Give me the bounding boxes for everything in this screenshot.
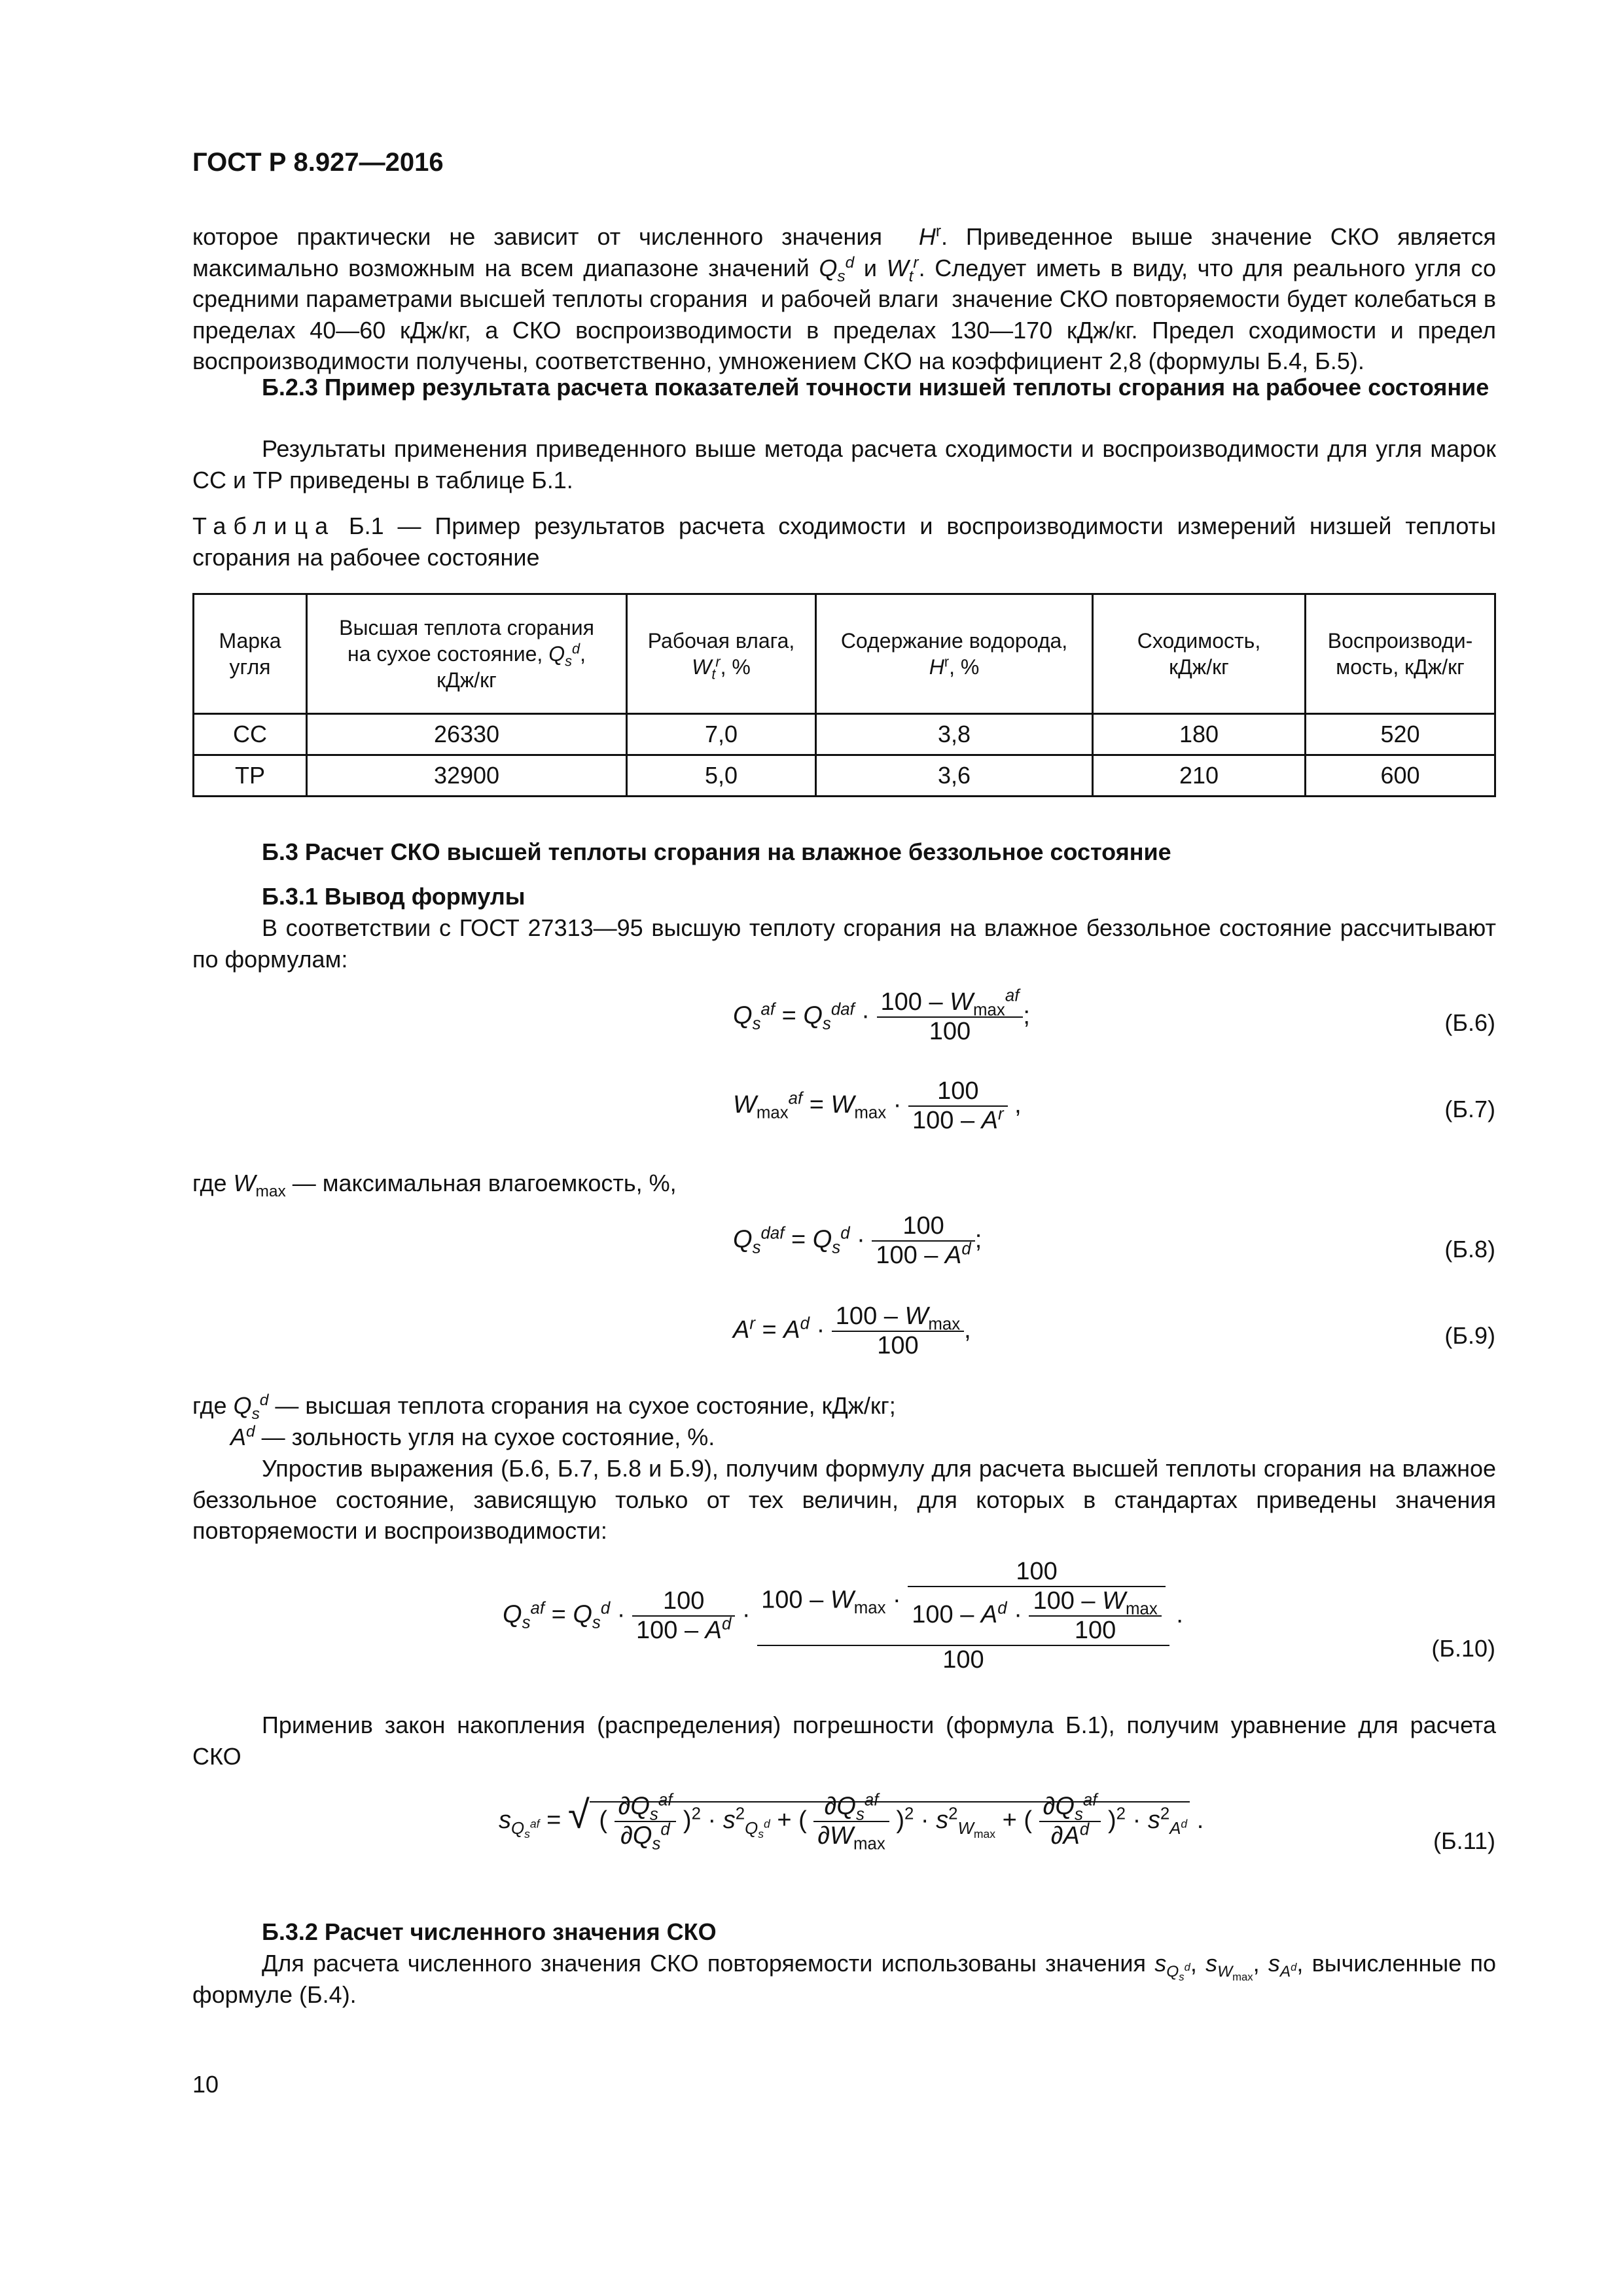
table-header-cell: Марка угля	[194, 594, 307, 714]
paragraph-results: Результаты применения приведенного выше метода расчета сходимости и воспроизводимости для угля марок СС и ТР приведены в таблице Б.1.	[192, 435, 1496, 493]
paragraph-simplify: Упростив выражения (Б.6, Б.7, Б.8 и Б.9), получим формулу для расчета высшей теплоты сгорания на влажное беззольное состояние, зависящую только от тех величин, для которых в стандартах приведены значения повторяемости и воспроизводимости:	[192, 1455, 1496, 1544]
equation-b11: $s_{Q_s^{af}}$ = √ ( $\frac{\partial Q_s^{af}}{\partial Q_s^d}$ )$^2 \cdot s^2_{Q_s^d}$ + ( $\frac{\partial Q_s^{af}}{\partial W_{max}}$ )$^2 \cdot s^2_{W_{max}}$ + ( $\frac{\partial Q_s^{af}}{\partial A^d}$ )$^2 \cdot s^2_{A^d}$ .	[499, 1791, 1204, 1854]
equation-number: (Б.11)	[1433, 1827, 1495, 1854]
table-header-row	[194, 594, 1495, 714]
equation-number: (Б.9)	[1444, 1322, 1495, 1349]
equation-b10: $Q_s^{af} = Q_s^d$ · $\frac{100}{100 - A^d}$ · $100 - W_{max}$ · 100 $100 - A^d$ · $\frac{100 - W_{max}}{100}$ 100 .	[503, 1558, 1183, 1674]
table-header-cell: Содержание водорода, $H^r$, %	[816, 594, 1093, 714]
paragraph-error-law: Применив закон накопления (распределения) погрешности (формула Б.1), получим уравнение для расчета СКО	[192, 1712, 1496, 1770]
table-caption-text: Б.1 — Пример результатов расчета сходимости и воспроизводимости измерений низшей теплоты сгорания на рабочее состояние	[192, 512, 1496, 571]
equation-number: (Б.10)	[1431, 1635, 1495, 1662]
equation-b8: $Q_s^{daf} = Q_s^d$ · $\frac{100}{100 - A^d}$ ;	[733, 1212, 982, 1269]
equation-b7: $W_{max}^{af} = W_{max}$ · $\frac{100}{100 - A^r}$ ,	[733, 1077, 1022, 1134]
paragraph-intro: которое практически не зависит от численного значения $H^r$. Приведенное выше значение СКО является максимально возможным на всем диапазоне значений $Q_s^d$ и $W_t^r$. Следует иметь в виду, что для реального угля со средними параметрами высшей теплоты сгорания и рабочей влаги значение СКО повторяемости будет колебаться в пределах 40—60 кДж/кг, а СКО воспроизводимости в пределах 130—170 кДж/кг. Предел сходимости и предел воспроизводимости получены, соответственно, умножением СКО на коэффициент 2,8 (формулы Б.4, Б.5).	[192, 223, 1496, 374]
equation-number: (Б.6)	[1444, 1009, 1495, 1036]
section-heading-b32: Б.3.2 Расчет численного значения СКО	[262, 1918, 717, 1945]
table-cell: 3,8	[816, 714, 1093, 755]
table-cell: 180	[1093, 714, 1306, 755]
table-header-cell: Рабочая влага, $W_t^r$, %	[627, 594, 816, 714]
table-cell: ТР	[194, 755, 307, 797]
table-cell: 26330	[307, 714, 627, 755]
paragraph-gost: В соответствии с ГОСТ 27313—95 высшую теплоту сгорания на влажное беззольное состояние рассчитывают по формулам:	[192, 914, 1496, 973]
where-wmax: где $W_{max}$ — максимальная влагоемкость, %,	[192, 1170, 677, 1201]
document-header: ГОСТ Р 8.927—2016	[192, 148, 444, 177]
table-cell: 600	[1306, 755, 1495, 797]
table-cell: 7,0	[627, 714, 816, 755]
equation-b9: $A^r = A^d$ · $\frac{100 - W_{max}}{100}$ ,	[733, 1302, 971, 1359]
page-number: 10	[192, 2071, 219, 2098]
table-caption	[192, 511, 1496, 573]
equation-number: (Б.7)	[1444, 1096, 1495, 1122]
table-cell: 520	[1306, 714, 1495, 755]
equation-b6: $Q_s^{af} = Q_s^{daf}$ · $\frac{100 - W_{max}^{af}}{100}$ ;	[733, 986, 1030, 1045]
section-heading-b3: Б.3 Расчет СКО высшей теплоты сгорания на влажное беззольное состояние	[262, 838, 1171, 865]
table-cell: 210	[1093, 755, 1306, 797]
table-cell: 5,0	[627, 755, 816, 797]
equation-number: (Б.8)	[1444, 1236, 1495, 1263]
where-qsd: где $Q_s^d$ — высшая теплота сгорания на сухое состояние, кДж/кг;	[192, 1391, 896, 1424]
table-header-cell: Воспроизводи- мость, кДж/кг	[1306, 594, 1495, 714]
results-table	[192, 593, 1496, 797]
table-caption-label: Таблица	[192, 512, 336, 539]
section-heading-b23: Б.2.3 Пример результата расчета показателей точности низшей теплоты сгорания на рабочее состояние	[262, 374, 1489, 401]
table-cell: 32900	[307, 755, 627, 797]
table-row	[194, 714, 1495, 755]
table-header-cell: Сходимость, кДж/кг	[1093, 594, 1306, 714]
section-heading-b31: Б.3.1 Вывод формулы	[262, 883, 526, 910]
table-cell: 3,6	[816, 755, 1093, 797]
table-cell: СС	[194, 714, 307, 755]
where-ad: $A^d$ — зольность угля на сухое состояние, %.	[230, 1423, 715, 1450]
paragraph-values: Для расчета численного значения СКО повторяемости использованы значения $s_{Q_s^d}$, $s_{W_{max}}$, $s_{A^d}$, вычисленные по формуле (Б.4).	[192, 1950, 1496, 2008]
table-row	[194, 755, 1495, 797]
table-header-cell: Высшая теплота сгорания на сухое состояние, $Q_s^d$, кДж/кг	[307, 594, 627, 714]
